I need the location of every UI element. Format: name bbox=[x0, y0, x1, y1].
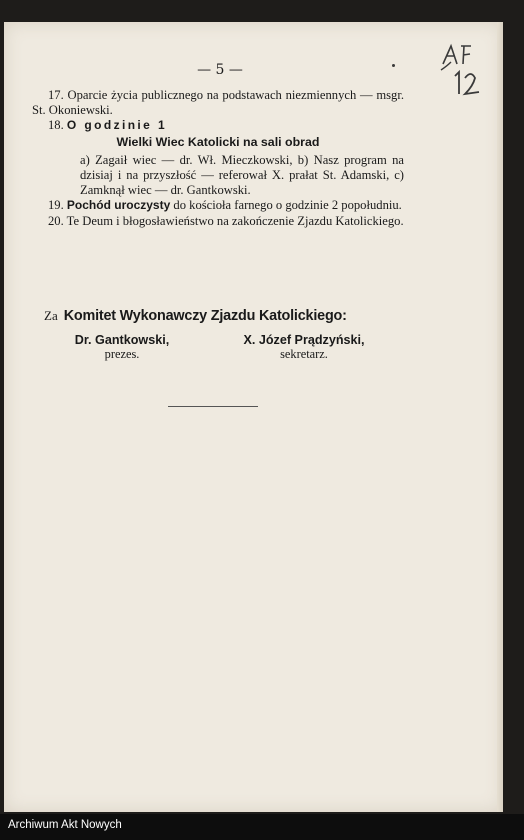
signature-role: prezes. bbox=[104, 347, 140, 361]
item-number: 18. bbox=[48, 118, 64, 133]
item-number: 17. bbox=[48, 88, 64, 102]
signature-name: Dr. Gantkowski, bbox=[74, 333, 170, 347]
committee-name: Komitet Wykonawczy Zjazdu Katolickiego: bbox=[63, 308, 347, 324]
archive-name: Archiwum Akt Nowych bbox=[8, 819, 122, 831]
archive-footer-bar bbox=[0, 814, 524, 840]
signature-president bbox=[62, 333, 182, 362]
page-number: — 5 — bbox=[197, 62, 243, 78]
item-bold-text: Pochód uroczysty bbox=[66, 198, 171, 213]
item-18-heading: Wielki Wiec Katolicki na sali obrad bbox=[116, 134, 320, 149]
handwritten-signature-icon bbox=[437, 40, 489, 100]
signatures bbox=[44, 333, 404, 369]
agenda-item-17 bbox=[32, 88, 404, 118]
item-text: Te Deum i błogosławieństwo na zakończenie Zjazdu Katolickiego. bbox=[66, 213, 404, 228]
item-text: O godzinie 1 bbox=[66, 118, 168, 133]
committee-line bbox=[44, 308, 404, 325]
agenda-item-18 bbox=[32, 118, 404, 133]
item-text: do kościoła farnego o godzinie 2 popołudniu. bbox=[173, 198, 402, 213]
item-18-details: a) Zagaił wiec — dr. Wł. Mieczkowski, b) Nasz program na dzisiaj i na przyszłość — referował X. prałat St. Adamski, c) Zamknął wiec — dr. Gantkowski. bbox=[80, 152, 404, 198]
item-number: 19. bbox=[48, 198, 64, 213]
page-edge bbox=[497, 22, 503, 812]
item-text: Oparcie życia publicznego na podstawach niezmiennych — msgr. St. Okoniewski. bbox=[32, 88, 404, 118]
agenda-item-20 bbox=[32, 214, 404, 229]
signature-role: sekretarz. bbox=[280, 347, 328, 361]
signature-secretary bbox=[234, 333, 374, 362]
agenda-item-19 bbox=[32, 198, 404, 213]
committee-prefix: Za bbox=[44, 308, 58, 323]
document-body bbox=[32, 88, 404, 229]
item-number: 20. bbox=[48, 213, 64, 228]
section-divider bbox=[168, 406, 258, 407]
archive-reference-handwriting bbox=[437, 40, 489, 100]
signature-name: X. Józef Prądzyński, bbox=[243, 333, 365, 347]
committee-block bbox=[44, 308, 404, 369]
